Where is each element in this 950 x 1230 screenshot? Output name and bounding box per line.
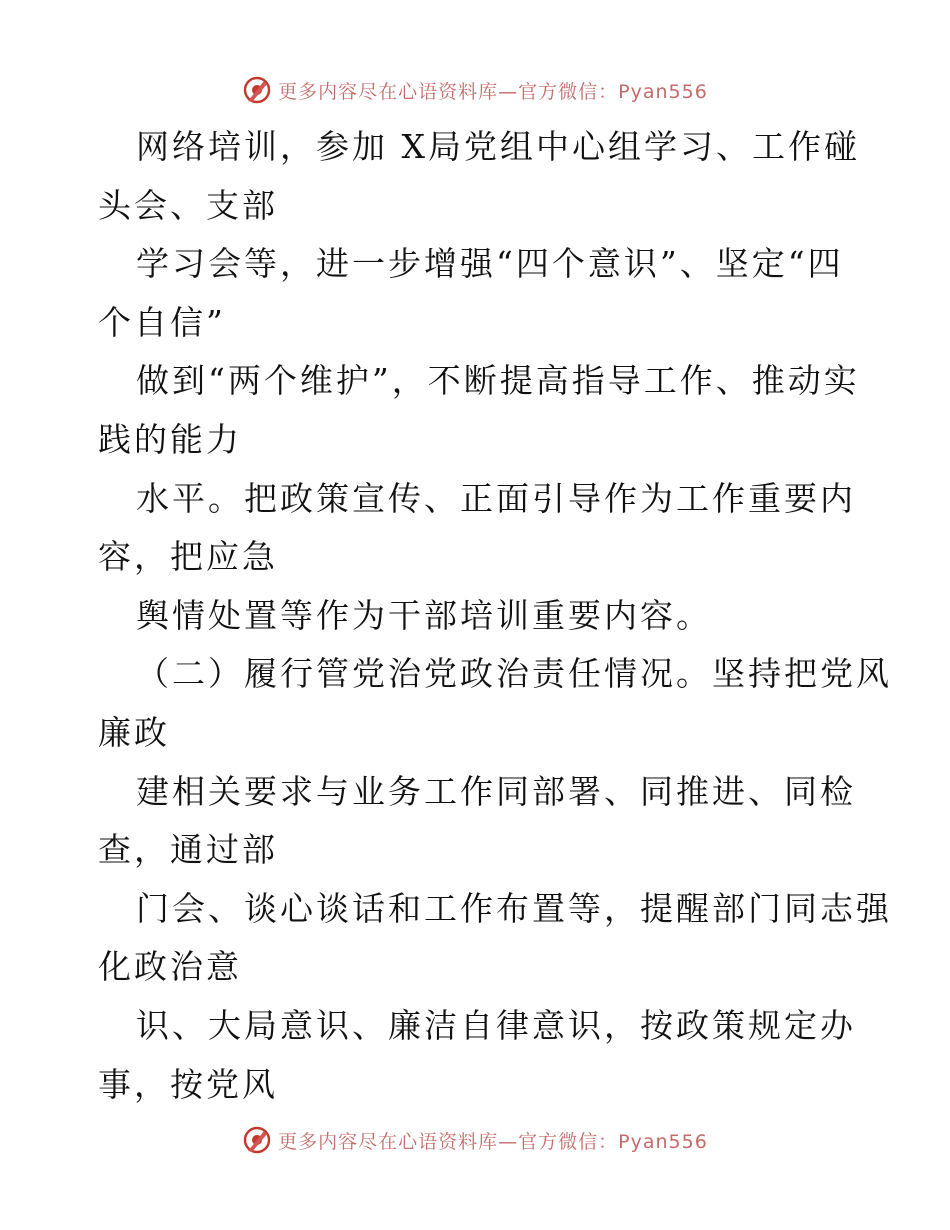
feather-seal-icon (242, 75, 272, 105)
document-body (98, 118, 892, 1114)
body-line: 识、大局意识、廉洁自律意识，按政策规定办 (136, 1005, 856, 1045)
body-line: 做到“两个维护”，不断提高指导工作、推动实 (136, 361, 860, 401)
body-line: 廉政 (98, 712, 170, 752)
feather-seal-icon (242, 1125, 272, 1155)
body-line: 头会、支部 (98, 185, 278, 225)
footer-banner-text: 更多内容尽在心语资料库—官方微信：Pyan556 (278, 1130, 708, 1153)
body-line: 水平。把政策宣传、正面引导作为工作重要内 (136, 478, 856, 518)
body-line: 容，把应急 (98, 537, 278, 577)
header-banner (0, 70, 950, 110)
body-line: 学习会等，进一步增强“四个意识”、坚定“四 (136, 244, 844, 284)
body-line: （二）履行管党治党政治责任情况。坚持把党风 (136, 654, 892, 694)
body-line: 网络培训，参加 X局党组中心组学习、工作碰 (136, 127, 860, 166)
body-line: 门会、谈心谈话和工作布置等，提醒部门同志强 (136, 888, 892, 928)
body-line: 践的能力 (98, 419, 242, 459)
footer-banner (0, 1120, 950, 1160)
body-line: 事，按党风 (98, 1064, 278, 1104)
body-line: 个自信” (98, 302, 226, 342)
body-line: 化政治意 (98, 947, 242, 987)
body-line: 查，通过部 (98, 830, 278, 870)
body-line: 舆情处置等作为干部培训重要内容。 (136, 595, 712, 635)
body-line: 建相关要求与业务工作同部署、同推进、同检 (136, 771, 856, 811)
header-banner-text: 更多内容尽在心语资料库—官方微信：Pyan556 (278, 80, 708, 103)
